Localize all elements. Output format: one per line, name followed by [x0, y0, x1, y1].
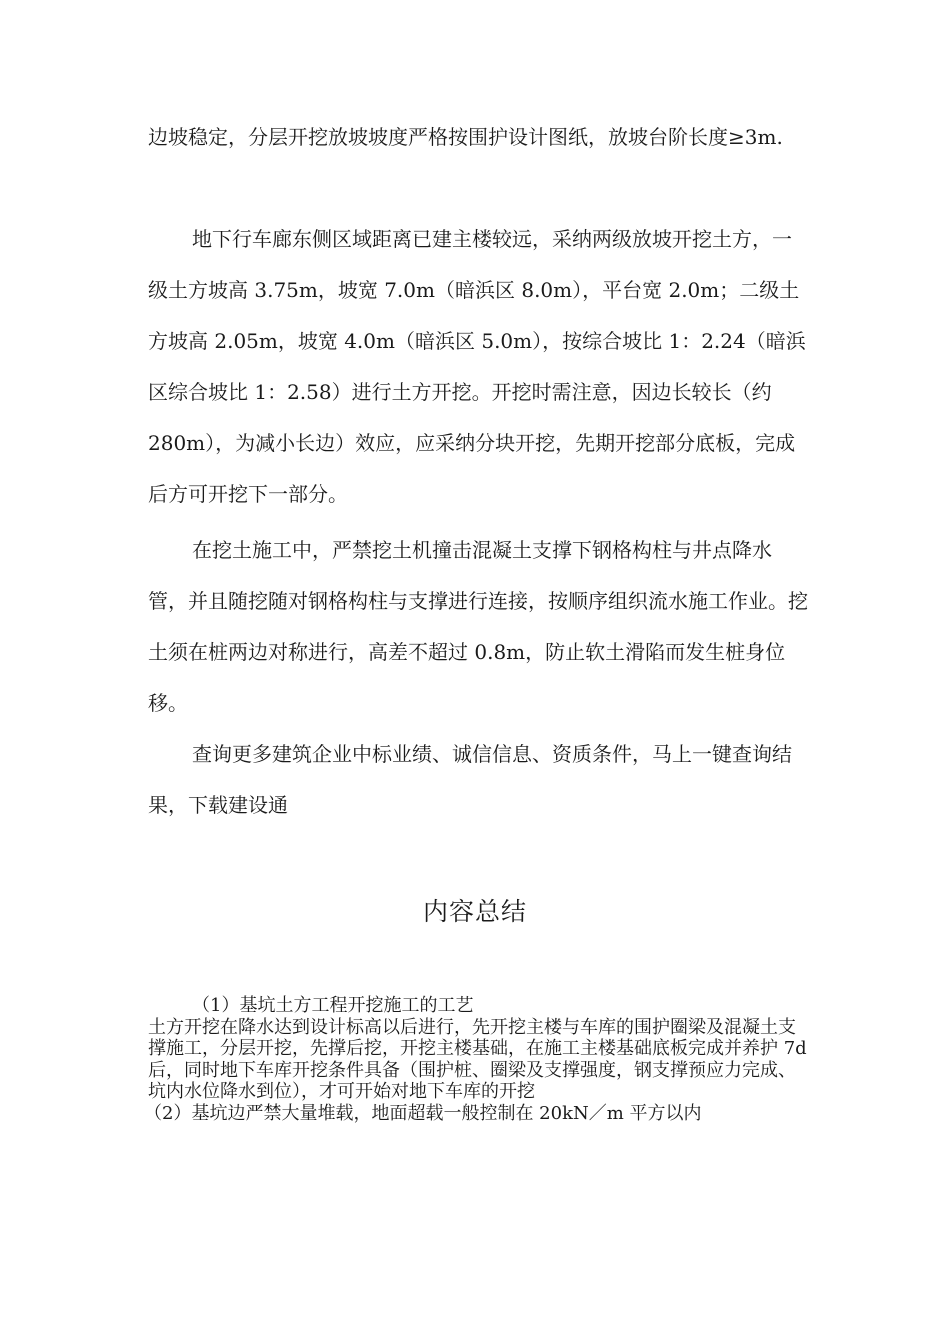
paragraph-slope-stability: [148, 112, 808, 163]
summary-block: [144, 995, 808, 1124]
summary-item-2: （2）基坑边严禁大量堆载，地面超载一般控制在 20kN／m 平方以内: [144, 1102, 702, 1124]
paragraph-text: 地下行车廊东侧区域距离已建主楼较远，采纳两级放坡开挖土方，一级土方坡高 3.75m，坡宽 7.0m（暗浜区 8.0m），平台宽 2.0m；二级土方坡高 2.05m，坡宽 4.0m（暗浜区 5.0m），按综合坡比 1：2.24（暗浜区综合坡比 1：2.58）进行土方开挖。开挖时需注意，因边长较长（约 280m），为减小长边）效应，应采纳分块开挖，先期开挖部分底板，完成后方可开挖下一部分。: [148, 227, 806, 506]
paragraph-text: 边坡稳定，分层开挖放坡坡度严格按围护设计图纸，放坡台阶长度≥3m.: [148, 125, 783, 149]
paragraph-text: 在挖土施工中，严禁挖土机撞击混凝土支撑下钢格构柱与井点降水管，并且随挖随对钢格构柱与支撑进行连接，按顺序组织流水施工作业。挖土须在桩两边对称进行，高差不超过 0.8m，防止软土滑陷而发生桩身位移。: [148, 538, 808, 715]
paragraph-excavation-safety: [148, 525, 808, 729]
paragraph-promo: [148, 729, 808, 831]
summary-item-1-body: 土方开挖在降水达到设计标高以后进行，先开挖主楼与车库的围护圈梁及混凝土支撑施工，分层开挖，先撑后挖，开挖主楼基础，在施工主楼基础底板完成并养护 7d 后，同时地下车库开挖条件具备（围护桩、圈梁及支撑强度，钢支撑预应力完成、坑内水位降水到位），才可开始对地下车库的开挖: [148, 1016, 807, 1102]
summary-item-1-heading: （1）基坑土方工程开挖施工的工艺: [192, 995, 474, 1016]
paragraph-east-excavation: [148, 214, 808, 520]
paragraph-text: 查询更多建筑企业中标业绩、诚信信息、资质条件，马上一键查询结果，下载建设通: [148, 742, 792, 817]
section-title: 内容总结: [422, 897, 527, 926]
